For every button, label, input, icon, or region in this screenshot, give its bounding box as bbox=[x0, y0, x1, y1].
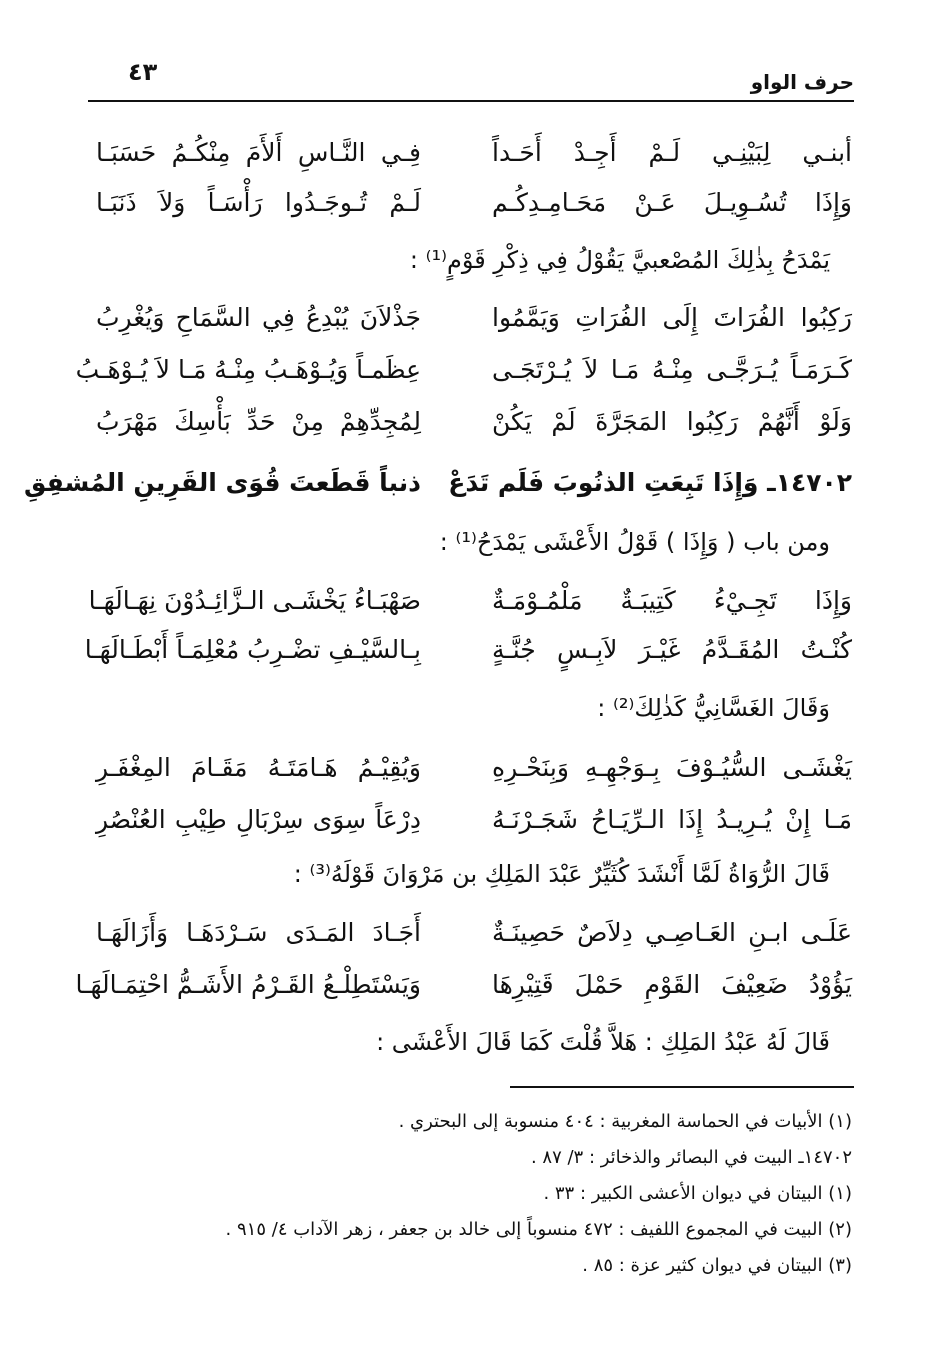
verse-second-hemistich: بِـالسَّيْـفِ تضْـرِبُ مُعْلِمَـاً أَبْطَـالَهَـا bbox=[84, 635, 421, 664]
prose-line: قَالَ الرُّوَاةُ لَمَّا أَنْشَدَ كُثَيِّرٌ عَبْدَ المَلِكِ بن مَرْوَانَ قَوْلَهُ⁽³⁾ : bbox=[293, 860, 830, 888]
verse-line bbox=[75, 962, 852, 1008]
verse-line bbox=[86, 295, 852, 341]
verse-line bbox=[86, 797, 852, 843]
verse-line bbox=[86, 130, 852, 176]
verse-line bbox=[86, 578, 852, 624]
verse-first-hemistich: أبنـي لِبَيْنِـي لَـمْ أَجِـدْ أَحَـداً bbox=[492, 138, 852, 167]
prose-line: وَقَالَ الغَسَّانِيُّ كَذٰلِكَ⁽²⁾ : bbox=[597, 694, 830, 722]
entry-verse bbox=[24, 460, 852, 506]
footnote: (١) الأبيات في الحماسة المغربية : ٤٠٤ منسوبة إلى البحتري . bbox=[398, 1111, 852, 1132]
verse-second-hemistich: وَيَسْتَطِلْـعُ القَـرْمُ الأَشَـمُّ احْتِمَـالَهَـا bbox=[75, 970, 421, 999]
verse-first-hemistich: يَغْشَـى السُّيُـوْفَ بِـوَجْهِـهِ وَبِنَحْـرِهِ bbox=[492, 753, 852, 782]
page-header bbox=[88, 58, 854, 102]
verse-second-hemistich: جَذْلاَنَ يُبْدِعُ فِي السَّمَاحِ وَيُغْرِبُ bbox=[96, 303, 421, 332]
verse-first-hemistich: كُنْـتُ المُقَـدَّمُ غَيْـرَ لاَبِـسٍ جُنَّـةٍ bbox=[492, 635, 852, 664]
footnote-rule bbox=[510, 1086, 854, 1088]
verse-first-hemistich: مَـا إِنْ يُـرِيـدُ إِذَا الـرِّيَـاحُ شَجَـرْنَـهُ bbox=[492, 805, 852, 834]
footnote: (٢) البيت في المجموع اللفيف : ٤٧٢ منسوباً إلى خالد بن جعفر ، زهر الآداب ٤/ ٩١٥ . bbox=[225, 1219, 852, 1240]
verse-second-hemistich: وَيُقِيْـمُ هَـامَتَـهُ مَقَـامَ المِغْفَـرِ bbox=[96, 753, 421, 782]
prose-line: ومن باب ( وَإِذَا ) قَوْلُ الأَعْشَى يَمْدَحُ⁽¹⁾ : bbox=[439, 528, 830, 556]
verse-first-hemistich: رَكِبُوا الفُرَاتَ إِلَى الفُرَاتِ وَيَمَّمُوا bbox=[492, 303, 852, 332]
verse-line bbox=[86, 180, 852, 226]
verse-line bbox=[86, 910, 852, 956]
verse-first-hemistich: وَإِذَا تَجِـيْءُ كَتِيبَـةٌ مَلْمُـوْمَـةٌ bbox=[492, 586, 852, 615]
verse-first-hemistich: كَـرَمَـاً يُـرَجَّـى مِنْـهُ مَـا لاَ يُـرْتَجَـى bbox=[492, 355, 852, 384]
page-number: ٤٣ bbox=[128, 58, 158, 86]
verse-line bbox=[86, 745, 852, 791]
verse-first-hemistich: ١٤٧٠٢ـ وَإِذَا تَبِعَتِ الذنُوبَ فَلَم تَدَعْ bbox=[448, 468, 852, 497]
verse-line bbox=[86, 399, 852, 445]
verse-second-hemistich: لِمُجِدِّهِمْ مِنْ حَدِّ بَأْسِكَ مَهْرَبُ bbox=[96, 407, 421, 436]
verse-second-hemistich: عِظَمـاً وَيُـوْهَـبُ مِنْـهُ مَـا لاَ يُـوْهَـبُ bbox=[75, 355, 421, 384]
chapter-title: حرف الواو bbox=[750, 70, 854, 94]
verse-second-hemistich: ذنباً قَطَعتَ قُوَى القَرِينِ المُشفِقِ bbox=[24, 468, 421, 497]
verse-second-hemistich: دِرْعَاً سِوَى سِرْبَالِ طِيْبِ العُنْصُرِ bbox=[96, 805, 421, 834]
verse-first-hemistich: يَؤُوْدُ ضَعِيْفَ القَوْمِ حَمْلَ قَتِيْرِهَا bbox=[492, 970, 852, 999]
prose-line: يَمْدَحُ بِذٰلِكَ المُصْعبيَّ يَقُوْلُ فِي ذِكْرِ قَوْمٍ⁽¹⁾ : bbox=[409, 246, 830, 274]
verse-first-hemistich: وَإِذَا تُسُـوِيـلَ عَـنْ مَحَـامِـدِكُـم bbox=[492, 188, 852, 217]
footnote: (١) البيتان في ديوان الأعشى الكبير : ٣٣ . bbox=[543, 1183, 852, 1204]
verse-first-hemistich: وَلَوْ أَنَّهُمْ رَكِبُوا المَجَرَّةَ لَمْ يَكُنْ bbox=[492, 407, 852, 436]
verse-second-hemistich: صَهْبَـاءُ يَخْشَـى الـزَّائِـدُوْنَ نِهَـالَهَـا bbox=[88, 586, 421, 615]
verse-second-hemistich: فِـي النَّـاسِ أَلأَمَ مِنْكُـمُ حَسَبَـا bbox=[96, 138, 421, 167]
verse-second-hemistich: أَجَـادَ المَـدَى سَـرْدَهَـا وَأَزَالَهَـا bbox=[96, 918, 421, 947]
prose-line: قَالَ لَهُ عَبْدُ المَلِكِ : هَلاَّ قُلْتَ كَمَا قَالَ الأَعْشَى : bbox=[376, 1028, 830, 1056]
footnote: (٣) البيتان في ديوان كثير عزة : ٨٥ . bbox=[582, 1255, 852, 1276]
verse-line bbox=[86, 627, 852, 673]
verse-line bbox=[75, 347, 852, 393]
verse-second-hemistich: لَـمْ تُـوجَـدُوا رَأْسَـاً وَلاَ ذَنَبَـا bbox=[96, 188, 421, 217]
verse-first-hemistich: عَلَـى ابـنِ العَـاصِـي دِلاَصٌ حَصِينَـةٌ bbox=[492, 918, 852, 947]
header-rule bbox=[88, 100, 854, 102]
footnote: ١٤٧٠٢ـ البيت في البصائر والذخائر : ٣/ ٨٧ . bbox=[530, 1147, 852, 1168]
